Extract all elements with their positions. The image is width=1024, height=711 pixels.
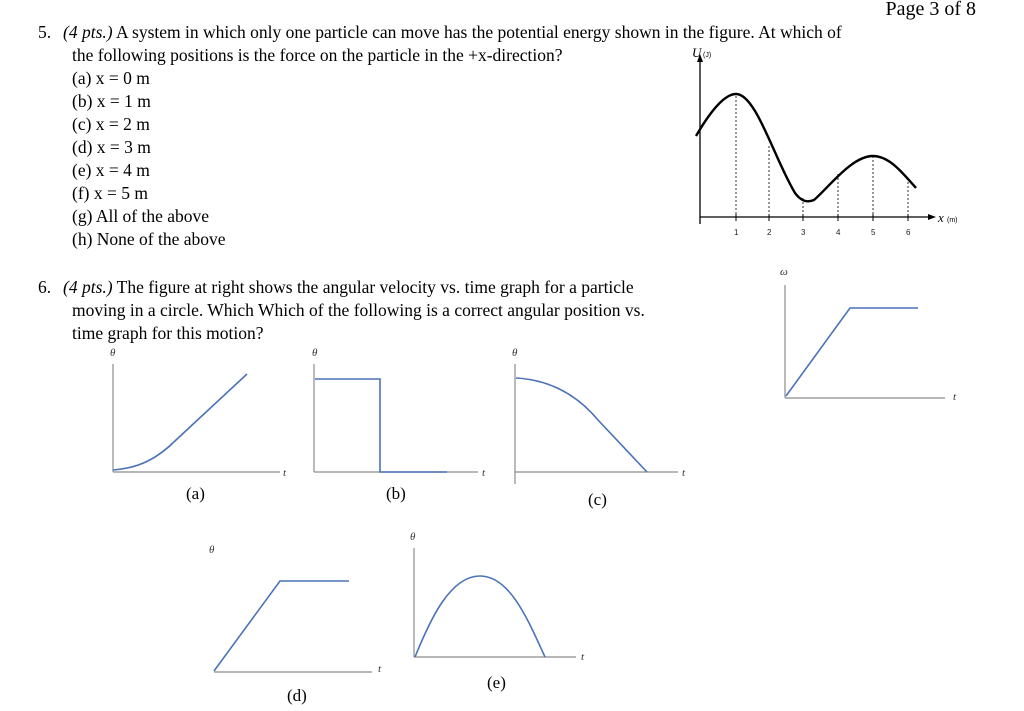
choice-a-caption: (a) bbox=[186, 484, 205, 503]
choice-b-curve bbox=[315, 379, 447, 472]
choice-e-graph bbox=[410, 531, 585, 692]
pe-x-label: x bbox=[938, 210, 944, 225]
q6-points: (4 pts.) bbox=[63, 277, 113, 297]
q6-prompt-1: The figure at right shows the angular velocity vs. time graph for a particle bbox=[112, 277, 634, 297]
q6-prompt-3: time graph for this motion? bbox=[72, 323, 264, 343]
pe-tick-3: 3 bbox=[801, 228, 806, 237]
choice-b-caption: (b) bbox=[386, 484, 406, 503]
pe-curve bbox=[696, 94, 916, 201]
choice-c-graph bbox=[512, 347, 686, 509]
q5-prompt-1: A system in which only one particle can move has the potential energy shown in the figure. At which of bbox=[112, 22, 842, 42]
choice-a-x-label: t bbox=[283, 467, 287, 479]
choice-a-y-label: θ bbox=[110, 347, 116, 359]
q5-option-f: (f) x = 5 m bbox=[72, 183, 148, 203]
q6-number: 6. bbox=[38, 277, 52, 297]
omega-graph bbox=[780, 266, 957, 403]
q5-option-b: (b) x = 1 m bbox=[72, 91, 151, 111]
q6-prompt-2: moving in a circle. Which Which of the following is a correct angular position vs. bbox=[72, 300, 645, 320]
q5-number: 5. bbox=[38, 22, 52, 42]
q5-option-c: (c) x = 2 m bbox=[72, 114, 150, 134]
choice-c-caption: (c) bbox=[588, 490, 607, 509]
choice-e-caption: (e) bbox=[487, 673, 506, 692]
pe-x-unit: (m) bbox=[947, 217, 958, 224]
pe-tick-6: 6 bbox=[906, 228, 911, 237]
q5-option-a: (a) x = 0 m bbox=[72, 68, 150, 88]
choice-e-curve bbox=[415, 576, 545, 657]
omega-curve bbox=[786, 308, 918, 396]
page-number: Page 3 of 8 bbox=[885, 0, 976, 20]
pe-x-arrow-icon bbox=[928, 214, 936, 220]
q5-prompt-2: the following positions is the force on the particle in the +x-direction? bbox=[72, 45, 563, 65]
pe-tick-2: 2 bbox=[767, 228, 772, 237]
pe-tick-4: 4 bbox=[836, 228, 841, 237]
choice-c-curve bbox=[516, 378, 647, 472]
pe-y-unit: (J) bbox=[703, 52, 712, 59]
potential-energy-graph bbox=[692, 45, 958, 237]
omega-y-label: ω bbox=[780, 266, 788, 278]
choice-c-x-label: t bbox=[682, 467, 686, 479]
pe-y-label: U bbox=[692, 45, 702, 60]
choice-d-caption: (d) bbox=[287, 686, 307, 705]
choice-c-y-label: θ bbox=[512, 347, 518, 359]
choice-e-y-label: θ bbox=[410, 531, 416, 543]
choice-d-y-label: θ bbox=[209, 544, 215, 556]
choice-b-y-label: θ bbox=[312, 347, 318, 359]
choice-a-curve bbox=[113, 374, 247, 470]
choice-a-graph bbox=[110, 347, 287, 503]
q5-option-h: (h) None of the above bbox=[72, 229, 226, 249]
choice-d-curve bbox=[214, 581, 349, 671]
pe-tick-1: 1 bbox=[734, 228, 739, 237]
q5-option-g: (g) All of the above bbox=[72, 206, 210, 226]
omega-x-label: t bbox=[953, 391, 957, 403]
choice-b-graph bbox=[312, 347, 486, 503]
q5-option-e: (e) x = 4 m bbox=[72, 160, 150, 180]
choice-d-x-label: t bbox=[378, 663, 382, 675]
pe-tick-5: 5 bbox=[871, 228, 876, 237]
choice-d-graph bbox=[209, 544, 382, 705]
choice-b-x-label: t bbox=[482, 467, 486, 479]
q5-points: (4 pts.) bbox=[63, 22, 113, 42]
choice-e-x-label: t bbox=[581, 651, 585, 663]
q5-option-d: (d) x = 3 m bbox=[72, 137, 151, 157]
